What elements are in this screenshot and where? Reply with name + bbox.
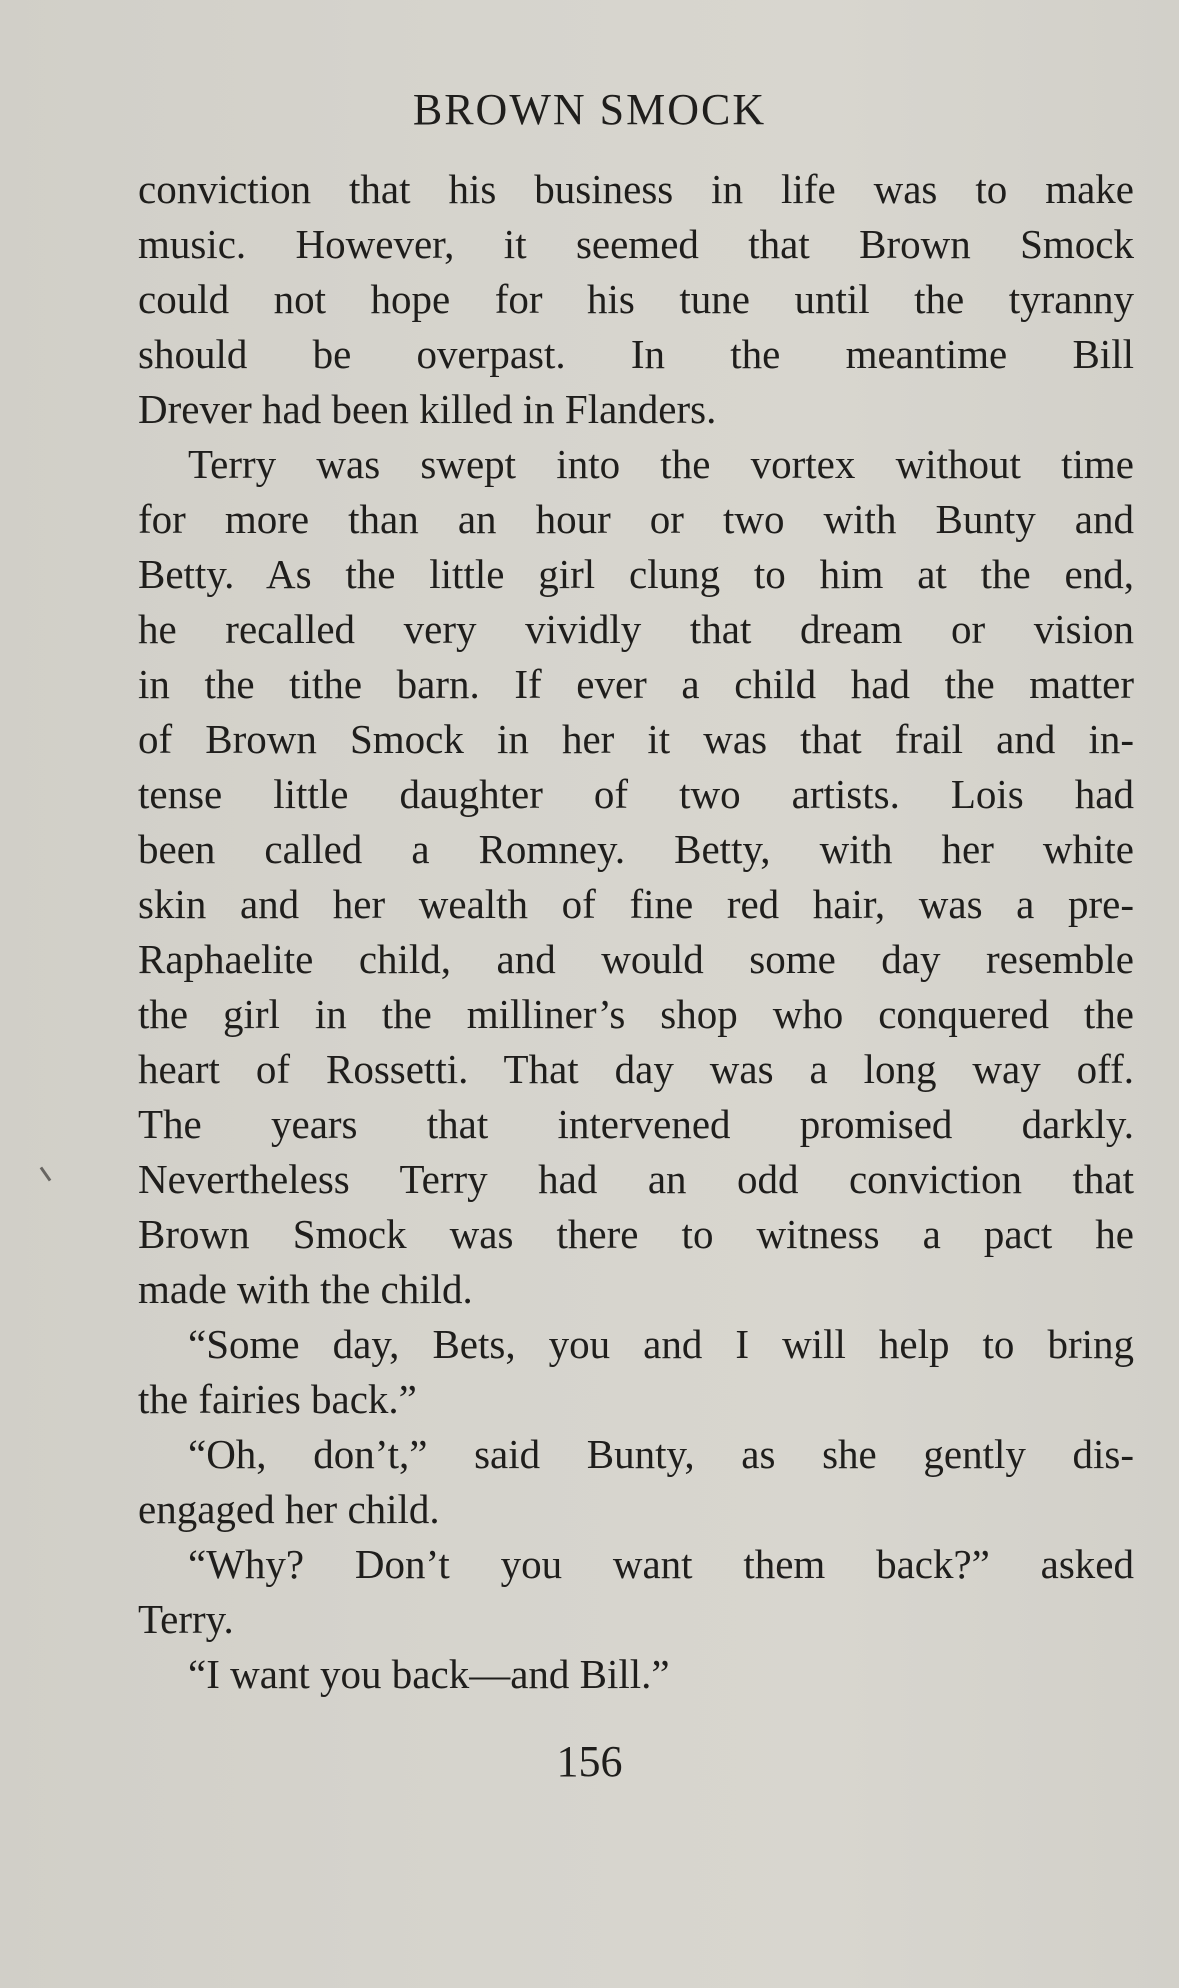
text-line: tense little daughter of two artists. Lois had bbox=[138, 771, 1134, 817]
text-line: he recalled very vividly that dream or vision bbox=[138, 606, 1134, 652]
text-line: Terry was swept into the vortex without time bbox=[188, 441, 1134, 487]
text-line: should be overpast. In the meantime Bill bbox=[138, 331, 1134, 377]
paper-speck bbox=[40, 1167, 52, 1182]
text-line: “Why? Don’t you want them back?” asked bbox=[188, 1541, 1134, 1587]
text-line: “Some day, Bets, you and I will help to bring bbox=[188, 1321, 1134, 1367]
text-line: skin and her wealth of fine red hair, was a pre- bbox=[138, 881, 1134, 927]
text-line: the fairies back.” bbox=[138, 1376, 417, 1422]
text-line: been called a Romney. Betty, with her white bbox=[138, 826, 1134, 872]
text-line: “I want you back—and Bill.” bbox=[188, 1651, 670, 1697]
text-line: heart of Rossetti. That day was a long way off. bbox=[138, 1046, 1134, 1092]
text-line: made with the child. bbox=[138, 1266, 473, 1312]
text-line: engaged her child. bbox=[138, 1486, 440, 1532]
text-line: the girl in the milliner’s shop who conquered the bbox=[138, 991, 1134, 1037]
body-text bbox=[138, 162, 1134, 1702]
text-line: Nevertheless Terry had an odd conviction that bbox=[138, 1156, 1134, 1202]
running-head: BROWN SMOCK bbox=[412, 85, 767, 134]
page-number: 156 bbox=[556, 1737, 623, 1786]
text-line: of Brown Smock in her it was that frail and in- bbox=[138, 716, 1134, 762]
text-line: “Oh, don’t,” said Bunty, as she gently dis- bbox=[188, 1431, 1134, 1477]
text-line: Betty. As the little girl clung to him at the end, bbox=[138, 551, 1134, 597]
text-line: Raphaelite child, and would some day resemble bbox=[138, 936, 1134, 982]
text-line: conviction that his business in life was to make bbox=[138, 166, 1134, 212]
text-line: could not hope for his tune until the tyranny bbox=[138, 276, 1134, 322]
text-line: The years that intervened promised darkly. bbox=[138, 1101, 1134, 1147]
text-line: Brown Smock was there to witness a pact he bbox=[138, 1211, 1134, 1257]
text-line: in the tithe barn. If ever a child had the matter bbox=[138, 661, 1134, 707]
text-line: for more than an hour or two with Bunty and bbox=[138, 496, 1134, 542]
text-line: music. However, it seemed that Brown Smock bbox=[138, 221, 1134, 267]
text-line: Drever had been killed in Flanders. bbox=[138, 386, 717, 432]
text-line: Terry. bbox=[138, 1596, 234, 1642]
